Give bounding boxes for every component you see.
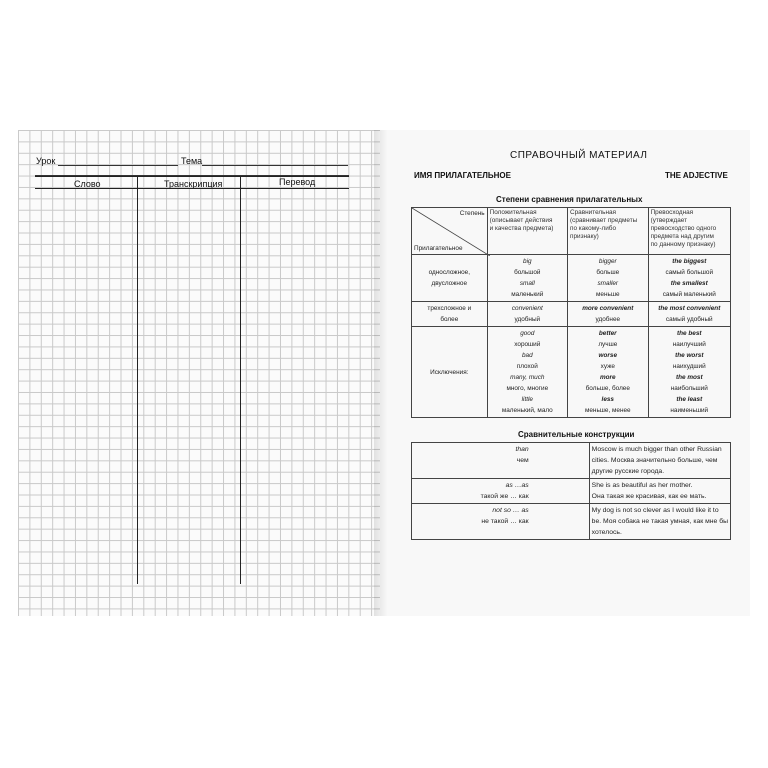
topic-label: Тема [181, 156, 203, 166]
header-comparative: Сравнительная (сравнивает предметы по какому-либо признаку) [568, 208, 649, 255]
table-row [412, 504, 731, 540]
construction-cell: than чем [412, 443, 590, 479]
cell-comparative: better лучше worse хуже more больше, более less меньше, менее [568, 327, 649, 418]
table-row [412, 255, 731, 302]
degrees-section-title: Степени сравнения прилагательных [496, 195, 643, 204]
cell-superlative: the biggest самый большой the smallest самый маленький [648, 255, 730, 302]
table-row [412, 302, 731, 327]
header-superlative: Превосходная (утверждает превосходство одного предмета над другим по данному признаку) [648, 208, 730, 255]
construction-cell: not so … as не такой … как [412, 504, 590, 540]
column-header-bottom [35, 188, 349, 189]
column-divider-2 [240, 176, 241, 584]
cell-superlative: the best наилучший the worst наихудший the most наибольший the least наименьший [648, 327, 730, 418]
comparatives-section-title: Сравнительные конструкции [518, 430, 635, 439]
cell-superlative: the most convenient самый удобный [648, 302, 730, 327]
row-label-exceptions: Исключения: [412, 327, 488, 418]
example-cell: She is as beautiful as her mother. Она такая же красивая, как ее мать. [589, 479, 730, 504]
header-positive: Положительная (описывает действия и качества предмета) [487, 208, 567, 255]
row-label-short: односложное, двусложное [412, 255, 488, 302]
comparatives-table [411, 442, 731, 540]
cell-comparative: more convenient удобнее [568, 302, 649, 327]
table-row [412, 479, 731, 504]
corner-degree-label: Степень [459, 210, 485, 217]
column-transcription-header: Транскрипция [164, 179, 223, 189]
column-divider-1 [137, 176, 138, 584]
table-header-row [412, 208, 731, 255]
example-cell: My dog is not so clever as I would like it to be. Моя собака не такая умная, как мне бы хотелось. [589, 504, 730, 540]
degrees-table [411, 207, 731, 418]
cell-positive: big большой small маленький [487, 255, 567, 302]
lesson-line [58, 165, 178, 166]
column-word-header: Слово [74, 179, 101, 189]
cell-comparative: bigger больше smaller меньше [568, 255, 649, 302]
adjective-subtitle-ru: ИМЯ ПРИЛАГАТЕЛЬНОЕ [414, 171, 511, 180]
corner-adjective-label: Прилагательное [414, 245, 463, 252]
left-notebook-page [18, 130, 380, 616]
cell-positive: good хороший bad плохой many, much много, многие little маленький, мало [487, 327, 567, 418]
cell-positive: convenient удобный [487, 302, 567, 327]
construction-cell: as …as такой же … как [412, 479, 590, 504]
corner-cell [412, 208, 488, 255]
example-cell: Moscow is much bigger than other Russian cities. Москва значительно больше, чем другие русские города. [589, 443, 730, 479]
reference-title: СПРАВОЧНЫЙ МАТЕРИАЛ [510, 150, 648, 161]
lesson-label: Урок [36, 156, 56, 166]
topic-line [202, 165, 348, 166]
adjective-subtitle-en: THE ADJECTIVE [665, 171, 728, 180]
column-translation-header: Перевод [279, 177, 316, 187]
table-row [412, 327, 731, 418]
row-label-long: трехсложное и более [412, 302, 488, 327]
table-row [412, 443, 731, 479]
book-fold-shadow [374, 130, 388, 616]
